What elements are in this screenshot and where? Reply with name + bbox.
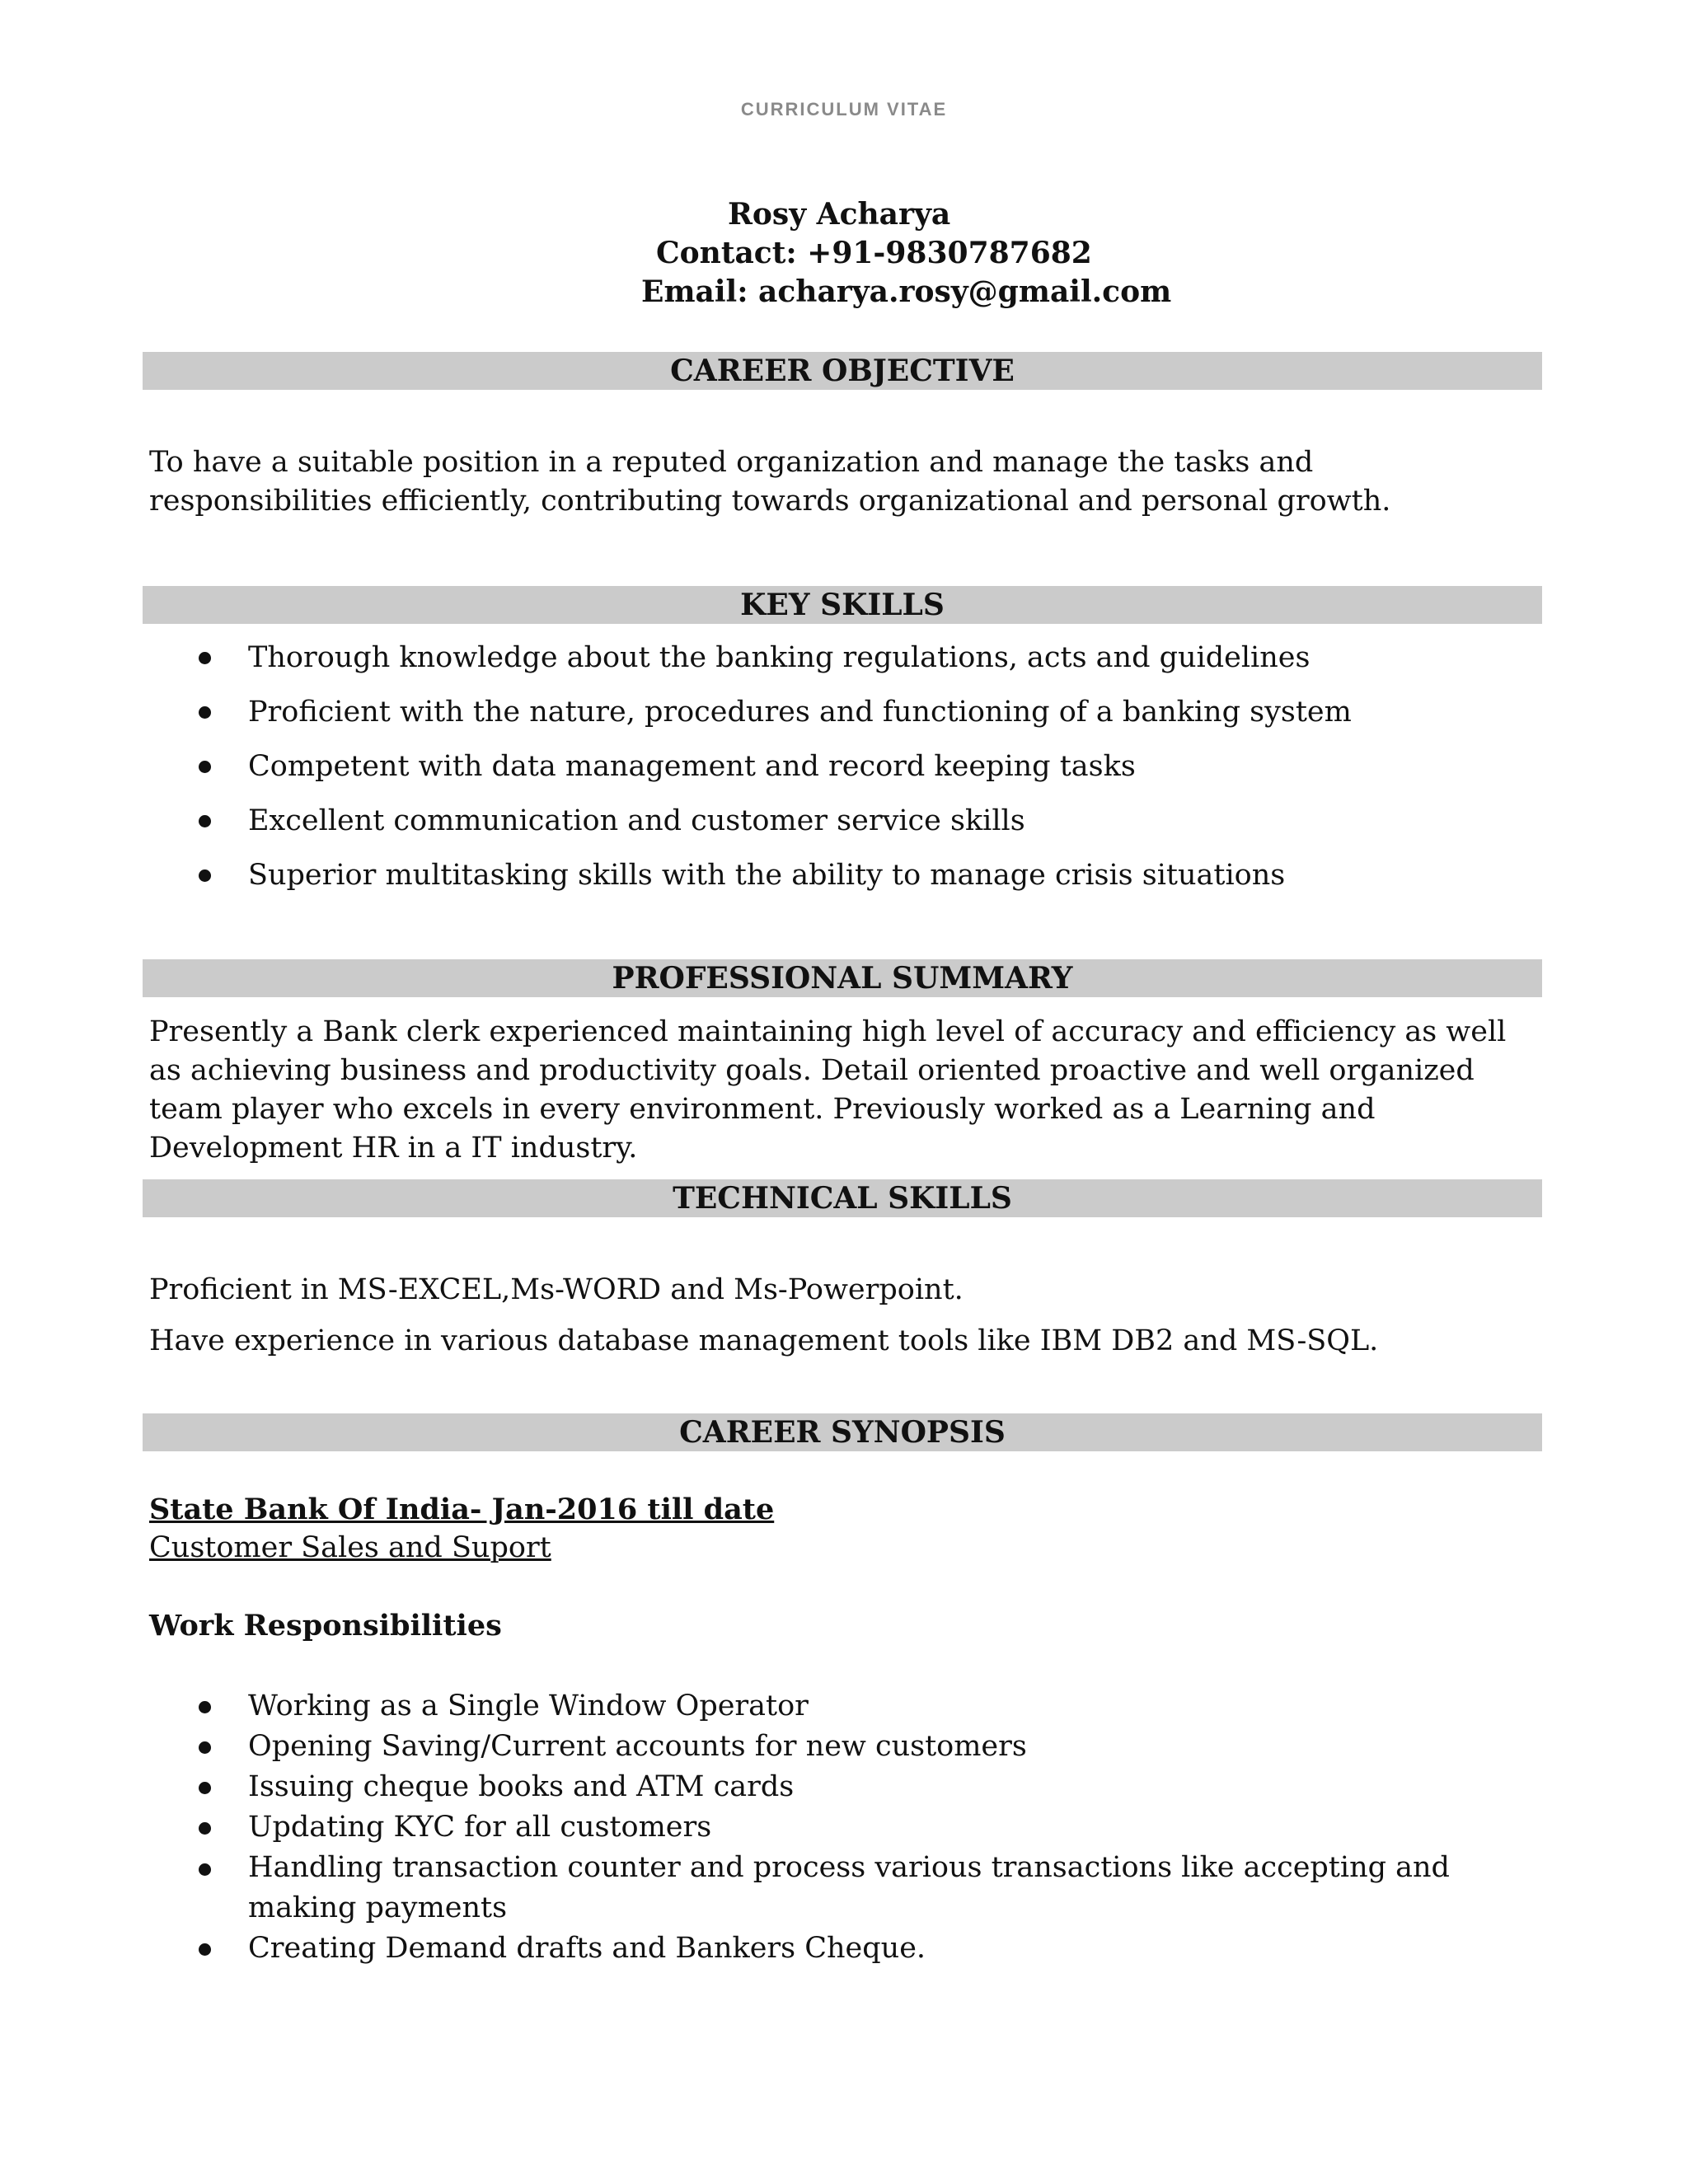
list-item [0, 1686, 1542, 1727]
bullet-icon [199, 1701, 211, 1713]
bullet-icon [199, 815, 211, 827]
contact-line: Contact: +91-9830787682 [656, 236, 1092, 270]
technical-skills-line-1: Proficient in MS-EXCEL,Ms-WORD and Ms-Powerpoint. [149, 1273, 964, 1306]
key-skill-text: Proficient with the nature, procedures and functioning of a banking system [248, 696, 1352, 729]
candidate-name: Rosy Acharya [728, 197, 951, 232]
section-heading-professional-summary: PROFESSIONAL SUMMARY [143, 959, 1542, 997]
responsibility-text: Updating KYC for all customers [248, 1811, 712, 1844]
bullet-icon [199, 706, 211, 719]
list-item [0, 1767, 1542, 1807]
key-skill-text: Superior multitasking skills with the ability to manage crisis situations [248, 859, 1286, 892]
responsibility-text: Creating Demand drafts and Bankers Cheque. [248, 1932, 926, 1965]
responsibility-text: Working as a Single Window Operator [248, 1690, 809, 1722]
list-item [0, 1807, 1542, 1848]
career-objective-text: To have a suitable position in a reputed organization and manage the tasks and responsibilities efficiently, contributing towards organizational and personal growth. [149, 446, 1391, 518]
responsibility-text: Issuing cheque books and ATM cards [248, 1770, 795, 1803]
section-heading-career-synopsis: CAREER SYNOPSIS [143, 1413, 1542, 1451]
role-line: Customer Sales and Suport [149, 1531, 551, 1564]
bullet-icon [199, 652, 211, 664]
professional-summary-text: Presently a Bank clerk experienced maintaining high level of accuracy and efficiency as well as achieving business and productivity goals. Detail oriented proactive and well organized team player who excels in every environment. Previously worked as a Learning and Development HR in a IT industry. [149, 1015, 1507, 1165]
responsibility-text: Handling transaction counter and process various transactions like accepting and making payments [248, 1851, 1450, 1924]
key-skill-text: Thorough knowledge about the banking regulations, acts and guidelines [248, 641, 1311, 674]
bullet-icon [199, 1741, 211, 1754]
document-title: CURRICULUM VITAE [740, 99, 948, 120]
list-item [0, 1848, 1542, 1929]
email-line: Email: acharya.rosy@gmail.com [641, 274, 1172, 309]
bullet-icon [199, 1782, 211, 1794]
key-skill-text: Excellent communication and customer service skills [248, 804, 1025, 837]
list-item [0, 848, 1542, 902]
work-responsibilities-heading: Work Responsibilities [149, 1609, 502, 1643]
bullet-icon [199, 869, 211, 882]
bullet-icon [199, 761, 211, 773]
list-item [0, 630, 1542, 685]
list-item [0, 794, 1542, 848]
section-heading-key-skills: KEY SKILLS [143, 586, 1542, 624]
technical-skills-line-2: Have experience in various database management tools like IBM DB2 and MS-SQL. [149, 1324, 1379, 1357]
key-skill-text: Competent with data management and record keeping tasks [248, 750, 1136, 783]
list-item [0, 739, 1542, 794]
bullet-icon [199, 1863, 211, 1876]
work-responsibilities-list [0, 1686, 1542, 1969]
section-heading-career-objective: CAREER OBJECTIVE [143, 352, 1542, 390]
list-item [0, 685, 1542, 739]
employer-line: State Bank Of India- Jan-2016 till date [149, 1493, 775, 1526]
bullet-icon [199, 1822, 211, 1835]
key-skills-list [0, 630, 1542, 902]
bullet-icon [199, 1943, 211, 1956]
section-heading-technical-skills: TECHNICAL SKILLS [143, 1179, 1542, 1217]
responsibility-text: Opening Saving/Current accounts for new customers [248, 1730, 1027, 1763]
list-item [0, 1727, 1542, 1767]
list-item [0, 1929, 1542, 1969]
